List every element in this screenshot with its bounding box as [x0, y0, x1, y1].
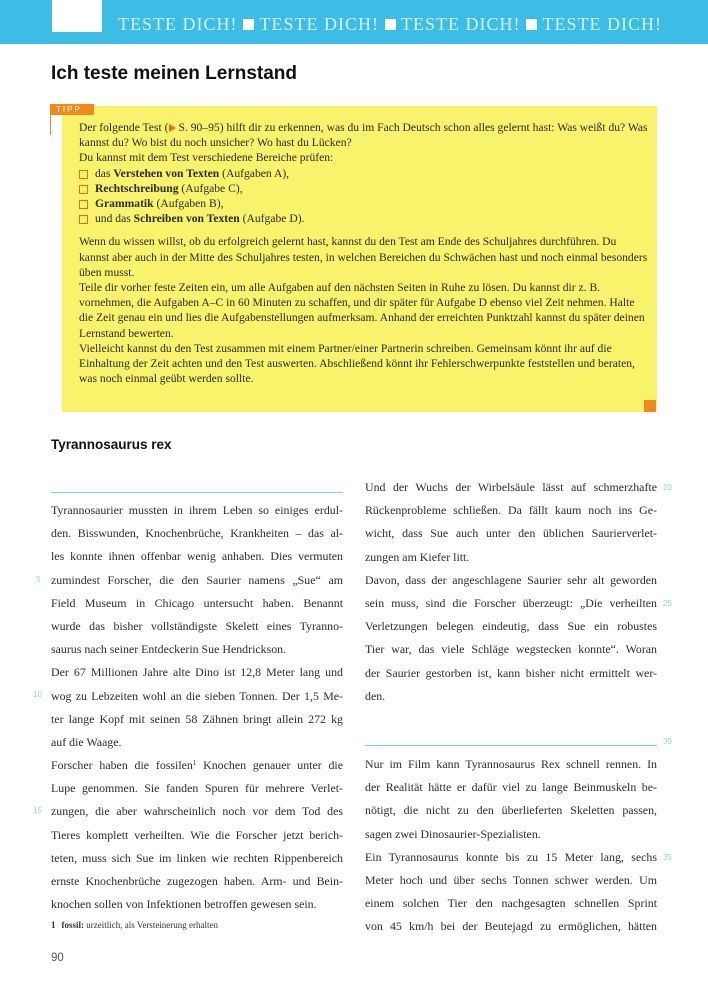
checkbox-icon	[79, 185, 88, 194]
text-line: nötigt, die nicht zu den überlieferten Skeletten passen,	[365, 803, 657, 818]
line-number: 30	[663, 737, 672, 746]
text-line: von 45 km/h bei der Beutejagd zu ermöglichen, hätten	[365, 919, 657, 934]
article-right-column-top	[365, 476, 657, 708]
text-line: der Saurier gestorben ist, kann bisher nicht ermittelt wer-	[365, 665, 657, 680]
tipp-corner-square	[644, 400, 656, 412]
text-line: sagen zwei Dinosaurier-Spezialisten.	[365, 826, 541, 841]
arrow-right-icon	[169, 124, 176, 132]
tipp-paragraph: Teile dir vorher feste Zeiten ein, um alle Aufgaben auf den nächsten Seiten in Ruhe zu lösen. Du kannst dir z. B. vornehmen, die Aufgaben A–C in 60 Minuten zu schaffen, und dir später für Aufgabe D ebenso viel Zeit nehmen. Halte die Zeit genau ein und lies die Aufgabenstellungen aufmerksam. Anhand der erreichten Punktzahl kannst du später deinen Lernstand bewerten.	[79, 281, 645, 340]
line-number: 25	[663, 599, 672, 608]
top-banner	[0, 0, 708, 44]
text-line: Lupe genommen. Sie fanden Spuren für mehrere Verlet-	[51, 781, 343, 796]
tipp-paragraph: Wenn du wissen willst, ob du erfolgreich gelernt hast, kannst du den Test am Ende des Schuljahres durchführen. Du kannst aber auch in der Mitte des Schuljahres testen, in welchen Bereichen du Schwächen hast und noch einmal besonders üben musst.	[79, 235, 648, 279]
tipp-paragraph: Vielleicht kannst du den Test zusammen mit einem Partner/einer Partnerin schreiben. Gemeinsam könnt ihr auf die Einhaltung der Zeit achten und den Test auswerten. Abschließend könnt ihr Fehlerschwerpunkte feststellen und beraten, was noch einmal geübt werden sollte.	[79, 341, 635, 386]
text-line	[51, 754, 343, 777]
text-line: Tier war, das viele Schläge wegstecken konnte“. Woran	[365, 642, 657, 657]
text-line: Ein Tyrannosaurus konnte bis zu 15 Meter lang, sechs	[365, 849, 657, 864]
footnote	[51, 920, 218, 930]
text-line: Und der Wuchs der Wirbelsäule lässt auf schmerzhafte	[365, 480, 657, 494]
text-segment: Knochen genauer unter die	[196, 758, 343, 773]
banner-text	[118, 14, 662, 35]
tipp-corner-line	[50, 115, 51, 135]
text-line: les konnte ihnen offenbar wenig anhaben. Dies vermuten	[51, 549, 343, 564]
footnote-text: urzeitlich, als Versteinerung erhalten	[84, 920, 219, 930]
text-segment: Forscher haben die fossilen	[51, 758, 193, 773]
footnote-term: fossil:	[61, 920, 84, 930]
tipp-body	[79, 120, 649, 386]
line-number: 10	[33, 690, 42, 699]
text-line: ernste Knochenbrüche zugezogen haben. Arm- und Bein-	[51, 874, 343, 888]
text-line: Verletzungen belegen eindeutig, dass Sue ein robustes	[365, 619, 657, 634]
list-item	[79, 181, 649, 196]
banner-segment: TESTE DICH!	[118, 14, 238, 34]
text-line: zumindest Forscher, die den Saurier namens „Sue“ am	[51, 572, 343, 587]
text-line: den.	[365, 688, 386, 703]
text-line: Nur im Film kann Tyrannosaurus Rex schnell rennen. In	[365, 757, 657, 771]
list-item	[79, 211, 649, 226]
text-line: Tieres komplett verheilten. Wie die Forscher jetzt berich-	[51, 827, 343, 842]
list-item-bold: Schreiben von Texten	[133, 212, 240, 226]
text-line: zungen am Kiefer litt.	[365, 549, 470, 564]
line-number: 5	[36, 575, 41, 584]
text-line: wog zu Lebzeiten wohl an die sieben Tonnen. Der 1,5 Me-	[51, 688, 343, 703]
tipp-intro-part: ) hilft dir zu erkennen, was du im Fach Deutsch schon alles gelernt hast: Was weißt du? Was kannst du? Wo bist du noch unsicher? Wo hast du Lücken?	[79, 121, 648, 150]
text-line: sein muss, sind die Forscher überzeugt: „Die verheilten	[365, 595, 657, 610]
list-item-post: (Aufgaben B),	[153, 197, 224, 211]
article-right-column-bottom	[365, 753, 657, 939]
footnote-number: 1	[51, 920, 56, 930]
tipp-intro-areas: Du kannst mit dem Test verschiedene Bereiche prüfen:	[79, 151, 334, 165]
banner-segment: TESTE DICH!	[542, 14, 662, 34]
text-line: wurde das bisher vollständigste Skelett eines Tyranno-	[51, 618, 343, 633]
text-line: knochen sollen von Infektionen betroffen gewesen sein.	[51, 897, 317, 912]
line-number: 20	[663, 483, 672, 492]
footnote-marker[interactable]: 1	[192, 759, 197, 768]
text-line: wicht, dass Sue auch unter den üblichen Saurierverlet-	[365, 526, 657, 541]
text-line: auf die Waage.	[51, 734, 122, 749]
text-line: Field Museum in Chicago untersucht haben. Benannt	[51, 595, 343, 610]
text-line: zungen, die aber wahrscheinlich noch vor dem Tod des	[51, 804, 343, 819]
article-left-column	[51, 499, 343, 916]
column-rule	[365, 745, 657, 746]
banner-segment: TESTE DICH!	[259, 14, 379, 34]
list-item-pre: und das	[95, 212, 134, 226]
list-item-post: (Aufgabe D).	[239, 212, 305, 226]
list-item-post: (Aufgaben A),	[219, 166, 290, 180]
line-number: 35	[663, 853, 672, 862]
banner-segment: TESTE DICH!	[400, 14, 521, 34]
list-item-bold: Grammatik	[95, 197, 154, 211]
text-line: ter lange Kopf mit seinen 58 Zähnen bringt allein 272 kg	[51, 711, 343, 726]
line-number: 15	[33, 806, 42, 815]
page-title: Ich teste meinen Lernstand	[51, 63, 298, 84]
list-item-bold: Verstehen von Texten	[113, 166, 220, 180]
tipp-intro-part: Der folgende Test (	[79, 121, 169, 134]
page-number: 90	[51, 952, 64, 964]
text-line: teten, muss sich Sue im linken wie rechten Rippenbereich	[51, 850, 343, 865]
list-item	[79, 166, 649, 181]
text-line: der Realität hätte er dafür viel zu lange Beinmuskeln be-	[365, 780, 657, 795]
banner-tab	[52, 0, 102, 32]
text-line: saurus nach seiner Entdeckerin Sue Hendrickson.	[51, 642, 287, 657]
checkbox-icon	[79, 170, 88, 179]
square-icon	[243, 19, 254, 30]
text-line: Meter hoch und über sechs Tonnen schwer werden. Um	[365, 872, 657, 887]
text-line: den. Bisswunden, Knochenbrüche, Krankheiten – das al-	[51, 526, 343, 541]
article-title: Tyrannosaurus rex	[51, 437, 172, 452]
list-item-pre: das	[95, 166, 114, 180]
square-icon	[526, 19, 537, 30]
tipp-intro	[79, 120, 649, 150]
text-line: Tyrannosaurier mussten in ihrem Leben so einiges erdul-	[51, 503, 343, 517]
list-item-post: (Aufgabe C),	[178, 181, 243, 195]
checkbox-icon	[79, 200, 88, 209]
tipp-label: TIPP	[50, 104, 94, 115]
page-reference[interactable]: S. 90–95	[178, 121, 220, 134]
column-rule	[51, 492, 343, 493]
list-item	[79, 196, 649, 211]
square-icon	[385, 19, 396, 30]
text-line: einem solchen Tier den nachgesagten schnellen Sprint	[365, 896, 657, 911]
text-line: Der 67 Millionen Jahre alte Dino ist 12,8 Meter lang und	[51, 665, 343, 680]
checkbox-icon	[79, 215, 88, 224]
list-item-bold: Rechtschreibung	[95, 181, 179, 195]
text-line: Davon, dass der angeschlagene Saurier sehr alt geworden	[365, 572, 657, 587]
text-line: Rückenprobleme schließen. Da fällt kaum noch ins Ge-	[365, 503, 657, 518]
